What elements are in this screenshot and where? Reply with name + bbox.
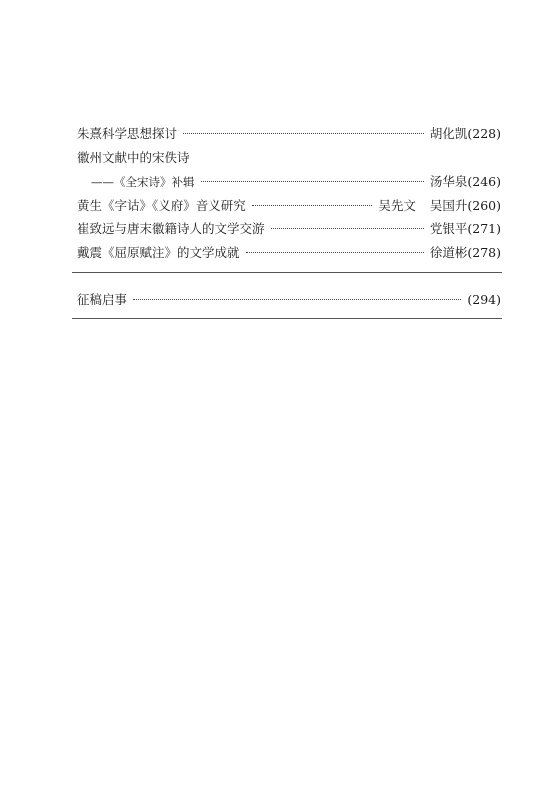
section-divider (72, 272, 502, 273)
dot-leader (133, 299, 461, 300)
section-divider (72, 318, 502, 319)
entry-title: 朱熹科学思想探讨 (77, 126, 178, 141)
entry-author: 胡化凯 (429, 126, 468, 141)
entry-page: (246) (467, 174, 501, 189)
entry-page: (278) (467, 245, 501, 260)
toc-entry (77, 243, 501, 263)
dot-leader (201, 181, 424, 182)
entry-author: 汤华泉 (429, 174, 468, 189)
toc-entry (77, 148, 501, 168)
entry-author: 吴国升 (429, 198, 468, 213)
toc-entry (77, 124, 501, 144)
dot-leader (252, 205, 373, 206)
entry-co-author: 吴先文 (378, 198, 416, 213)
dot-leader (246, 252, 424, 253)
entry-title: 戴震《屈原赋注》的文学成就 (77, 245, 240, 260)
entry-page: (271) (467, 221, 501, 236)
entry-title: 徽州文献中的宋佚诗 (77, 150, 190, 165)
notice-page: (294) (467, 292, 501, 307)
entry-page: (228) (467, 126, 501, 141)
toc-entry-subtitle (91, 172, 501, 192)
entry-title: 黄生《字诂》《义府》音义研究 (77, 198, 246, 213)
toc-entry (77, 219, 501, 239)
toc-entry (77, 196, 501, 216)
entry-author: 党银平 (429, 221, 468, 236)
entry-page: (260) (467, 198, 501, 213)
entry-title: 崔致远与唐末徽籍诗人的文学交游 (77, 221, 265, 236)
notice-entry (77, 290, 501, 310)
entry-subtitle: ——《全宋诗》补辑 (91, 175, 195, 189)
entry-author: 徐道彬 (429, 245, 468, 260)
dot-leader (271, 228, 424, 229)
notice-title: 征稿启事 (77, 292, 128, 307)
dot-leader (183, 133, 424, 134)
